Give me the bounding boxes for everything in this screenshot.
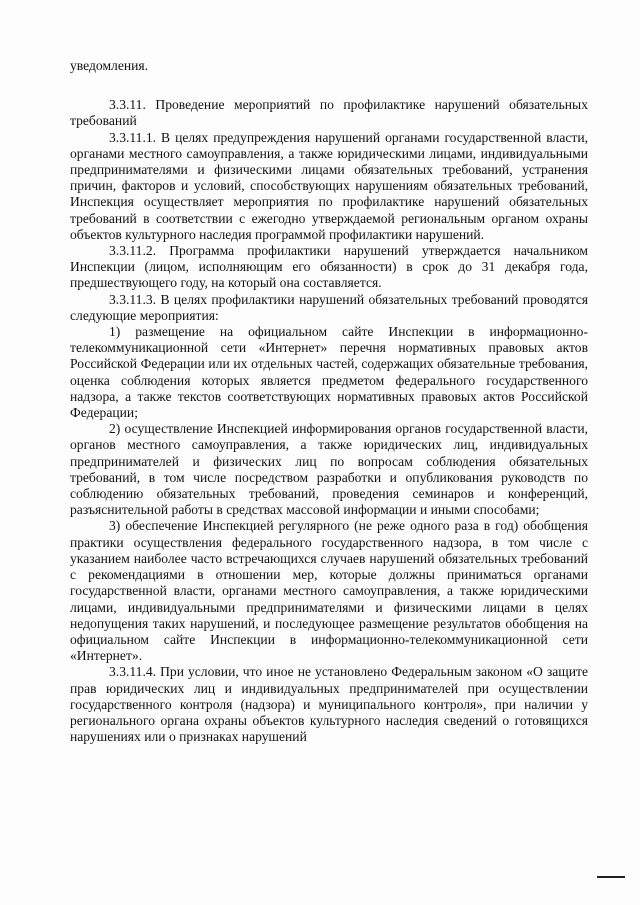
section-heading-3-3-11: 3.3.11. Проведение мероприятий по профилактике нарушений обязательных требований <box>70 97 588 129</box>
list-item-1: 1) размещение на официальном сайте Инспекции в информационно-телекоммуникационной сети «Интернет» перечня нормативных правовых актов Российской Федерации или их отдельных частей, содержащих обязательные требования, оценка соблюдения которых является предметом федерального государственного надзора, а также текстов соответствующих нормативных правовых актов Российской Федерации; <box>70 324 588 421</box>
list-item-2: 2) осуществление Инспекцией информирования органов государственной власти, органов местного самоуправления, а также юридических лиц, индивидуальных предпринимателей и физических лиц по вопросам соблюдения обязательных требований, в том числе посредством разработки и опубликования руководств по соблюдению обязательных требований, проведения семинаров и конференций, разъяснительной работы в средствах массовой информации и иными способами; <box>70 421 588 518</box>
page-footer-line <box>597 876 625 878</box>
list-item-3: 3) обеспечение Инспекцией регулярного (не реже одного раза в год) обобщения практики осуществления федерального государственного надзора, в том числе с указанием наиболее часто встречающихся случаев нарушений обязательных требований с рекомендациями в отношении мер, которые должны приниматься органами государственной власти, органами местного самоуправления, а также юридическими лицами, индивидуальными предпринимателями и физическими лицами в целях недопущения таких нарушений, и последующее размещение результатов обобщения на официальном сайте Инспекции в информационно-телекоммуникационной сети «Интернет». <box>70 518 588 664</box>
lead-fragment: уведомления. <box>70 58 149 73</box>
paragraph-3-3-11-3: 3.3.11.3. В целях профилактики нарушений обязательных требований проводятся следующие мероприятия: <box>70 291 588 323</box>
paragraph-3-3-11-4: 3.3.11.4. При условии, что иное не установлено Федеральным законом «О защите прав юридических лиц и индивидуальных предпринимателей при осуществлении государственного контроля (надзора) и муниципального контроля», при наличии у регионального органа охраны объектов культурного наследия сведений о готовящихся нарушениях или о признаках нарушений <box>70 664 588 745</box>
document-body <box>70 58 588 745</box>
paragraph-3-3-11-1: 3.3.11.1. В целях предупреждения нарушений органами государственной власти, органами местного самоуправления, а также юридическими лицами, индивидуальными предпринимателями и физическими лицами обязательных требований, устранения причин, факторов и условий, способствующих нарушениям обязательных требований, Инспекция осуществляет мероприятия по профилактике нарушений обязательных требований в соответствии с ежегодно утверждаемой региональным органом охраны объектов культурного наследия программой профилактики нарушений. <box>70 129 588 242</box>
paragraph-3-3-11-2: 3.3.11.2. Программа профилактики нарушений утверждается начальником Инспекции (лицом, исполняющим его обязанности) в срок до 31 декабря года, предшествующего году, на который она составляется. <box>70 243 588 291</box>
